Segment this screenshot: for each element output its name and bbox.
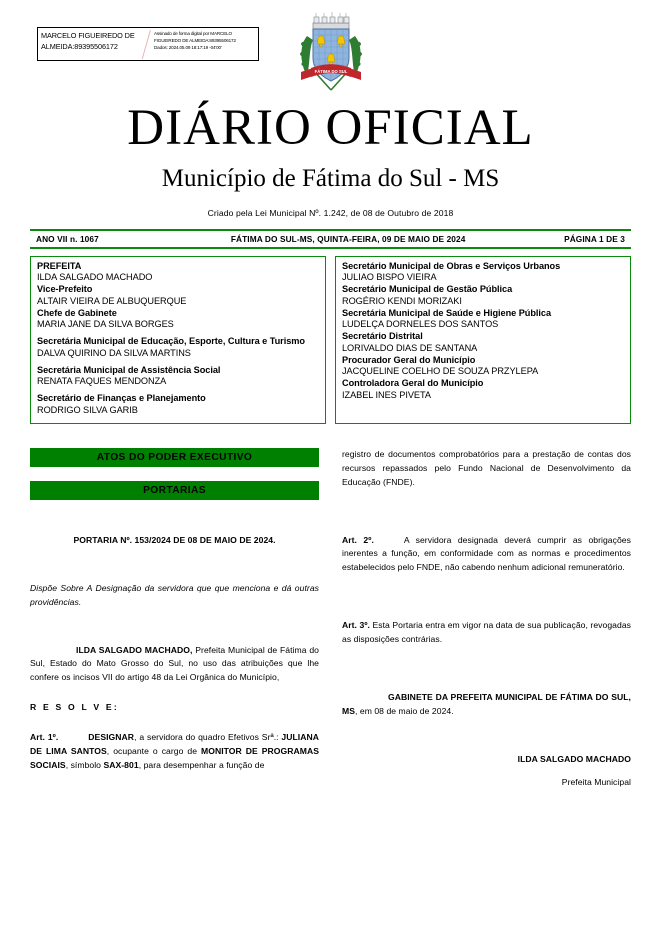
column-left [30, 424, 319, 773]
article-1-part2: , ocupante o cargo de [106, 746, 202, 757]
portaria-summary: Dispõe Sobre A Designação da servidora que que menciona e dá outras providências. [30, 582, 319, 607]
official-role: Secretário Municipal de Obras e Serviços Urbanos [342, 260, 561, 271]
article-1 [30, 731, 319, 773]
official-role: Secretária Municipal de Assistência Social [37, 364, 221, 375]
issue-date: FÁTIMA DO SUL-MS, QUINTA-FEIRA, 09 DE MAIO DE 2024 [230, 233, 466, 244]
article-2-label: Art. 2º. [342, 534, 374, 545]
signature-signer-line2: ALMEIDA:89395506172 [41, 41, 118, 51]
official-role: Controladora Geral do Município [342, 378, 484, 389]
article-3 [342, 619, 631, 647]
officials-column-left [30, 256, 326, 424]
official-role: Secretária Municipal de Saúde e Higiene Pública [342, 307, 552, 318]
article-1-part4: , para desempenhar a função de [138, 760, 265, 771]
article-1-label: Art. 1º. [30, 732, 59, 743]
digital-signature-box [37, 27, 259, 61]
svg-text:FÁTIMA DO SUL: FÁTIMA DO SUL [314, 69, 347, 75]
article-1-servant-name: JULIANA DE LIMA SANTOS [30, 732, 319, 757]
official-name: ALTAIR VIEIRA DE ALBUQUERQUE [37, 295, 187, 306]
article-1-position: MONITOR DE PROGRAMAS SOCIAIS [30, 746, 320, 771]
issue-info-bar [30, 229, 631, 249]
signatory-role: Prefeita Municipal [561, 776, 631, 787]
signature-signer [38, 28, 150, 60]
official-role: Chefe de Gabinete [37, 307, 117, 318]
official-name: LUDELÇA DORNELES DOS SANTOS [342, 319, 499, 330]
signature-signer-line1: MARCELO FIGUEIREDO DE [41, 31, 135, 40]
official-name: ROGÉRIO KENDI MORIZAKI [342, 295, 462, 306]
official-role: PREFEITA [37, 260, 82, 271]
signature-detail-line3: Dados: 2024.05.09 18:17:19 -04'00' [154, 44, 222, 50]
article-3-text: Esta Portaria entra em vigor na data de sua publicação, revogadas as disposições contrárias. [342, 620, 631, 645]
official-entry [37, 308, 319, 332]
signature-detail-line2: FIGUEIREDO DE ALMEIDA:89395506172 [154, 37, 236, 43]
official-entry [37, 365, 319, 389]
official-name: ILDA SALGADO MACHADO [37, 272, 153, 283]
signature-details [150, 28, 258, 60]
official-entry [37, 261, 319, 285]
signature-detail-line1: Assinado de forma digital por MARCELO [154, 31, 232, 36]
page-number: PÁGINA 1 DE 3 [564, 233, 625, 244]
official-entry [342, 331, 624, 355]
officials-column-right [335, 256, 631, 424]
content-columns [30, 424, 631, 790]
official-role: Vice-Prefeito [37, 284, 93, 295]
article-2-text: A servidora designada deverá cumprir as obrigações inerentes a função, em conformidade com as normas e procedimentos estabelecidos pelo FNDE, não cabendo nenhum adicional remuneratório. [342, 534, 631, 573]
preamble-rest: Prefeita Municipal de Fátima do Sul, Estado do Mato Grosso do Sul, no uso das atribuições que lhe confere os incisos VII do artigo 48 da Lei Orgânica do Município, [30, 644, 319, 683]
official-entry [342, 378, 624, 402]
article-1-part3: , símbolo [65, 760, 104, 771]
official-entry [342, 308, 624, 332]
official-entry [37, 284, 319, 308]
page-subtitle: Município de Fátima do Sul - MS [161, 164, 500, 192]
article-2 [342, 534, 631, 576]
closing-date: , em 08 de maio de 2024. [355, 706, 454, 717]
article-1-continuation: registro de documentos comprobatórios para a prestação de contas dos recursos repassados pelo Fundo Nacional de Desenvolvimento da Educação (FNDE). [342, 448, 631, 487]
signatory-name: ILDA SALGADO MACHADO [517, 753, 631, 764]
banner-executive-acts: ATOS DO PODER EXECUTIVO [30, 448, 319, 467]
article-3-label: Art. 3º. [342, 620, 370, 631]
official-name: JACQUELINE COELHO DE SOUZA PRZYLEPA [342, 366, 539, 377]
official-role: Secretária Municipal de Educação, Esporte, Cultura e Turismo [37, 336, 305, 347]
official-entry [37, 336, 319, 360]
preamble-mayor-name: ILDA SALGADO MACHADO, [76, 644, 193, 655]
official-name: RODRIGO SILVA GARIB [37, 404, 138, 415]
closing-office-name: GABINETE DA PREFEITA MUNICIPAL DE FÁTIMA DO SUL, MS [342, 692, 631, 717]
closing-location-date [342, 691, 631, 719]
official-name: IZABEL INES PIVETA [342, 389, 431, 400]
banner-portarias: PORTARIAS [30, 481, 319, 500]
official-role: Secretário de Finanças e Planejamento [37, 393, 206, 404]
page-header [30, 0, 631, 100]
article-1-verb: DESIGNAR [88, 732, 135, 743]
official-name: LORIVALDO DIAS DE SANTANA [342, 342, 478, 353]
creation-law-line: Criado pela Lei Municipal Nº. 1.242, de 08 de Outubro de 2018 [207, 207, 454, 218]
resolve-label: R E S O L V E: [30, 702, 119, 713]
column-right [342, 424, 631, 790]
article-1-symbol: SAX-801 [103, 760, 139, 771]
official-role: Secretário Distrital [342, 331, 423, 342]
official-role: Procurador Geral do Município [342, 354, 476, 365]
article-1-part1: , a servidora do quadro Efetivos Srª.: [134, 732, 282, 743]
masthead [30, 102, 631, 218]
municipal-coat-of-arms-icon [297, 8, 365, 98]
official-name: MARIA JANE DA SILVA BORGES [37, 319, 174, 330]
issue-year-number: ANO VII n. 1067 [36, 233, 99, 244]
official-name: JULIAO BISPO VIEIRA [342, 272, 437, 283]
official-name: RENATA FAQUES MENDONZA [37, 376, 167, 387]
portaria-title: PORTARIA Nº. 153/2024 DE 08 DE MAIO DE 2024. [73, 534, 276, 545]
official-name: DALVA QUIRINO DA SILVA MARTINS [37, 347, 191, 358]
officials-section [30, 256, 631, 424]
official-role: Secretário Municipal de Gestão Pública [342, 284, 513, 295]
official-entry [342, 261, 624, 285]
official-entry [342, 355, 624, 379]
official-entry [37, 393, 319, 417]
official-entry [342, 284, 624, 308]
page-title: DIÁRIO OFICIAL [127, 100, 534, 156]
portaria-preamble [30, 644, 319, 686]
